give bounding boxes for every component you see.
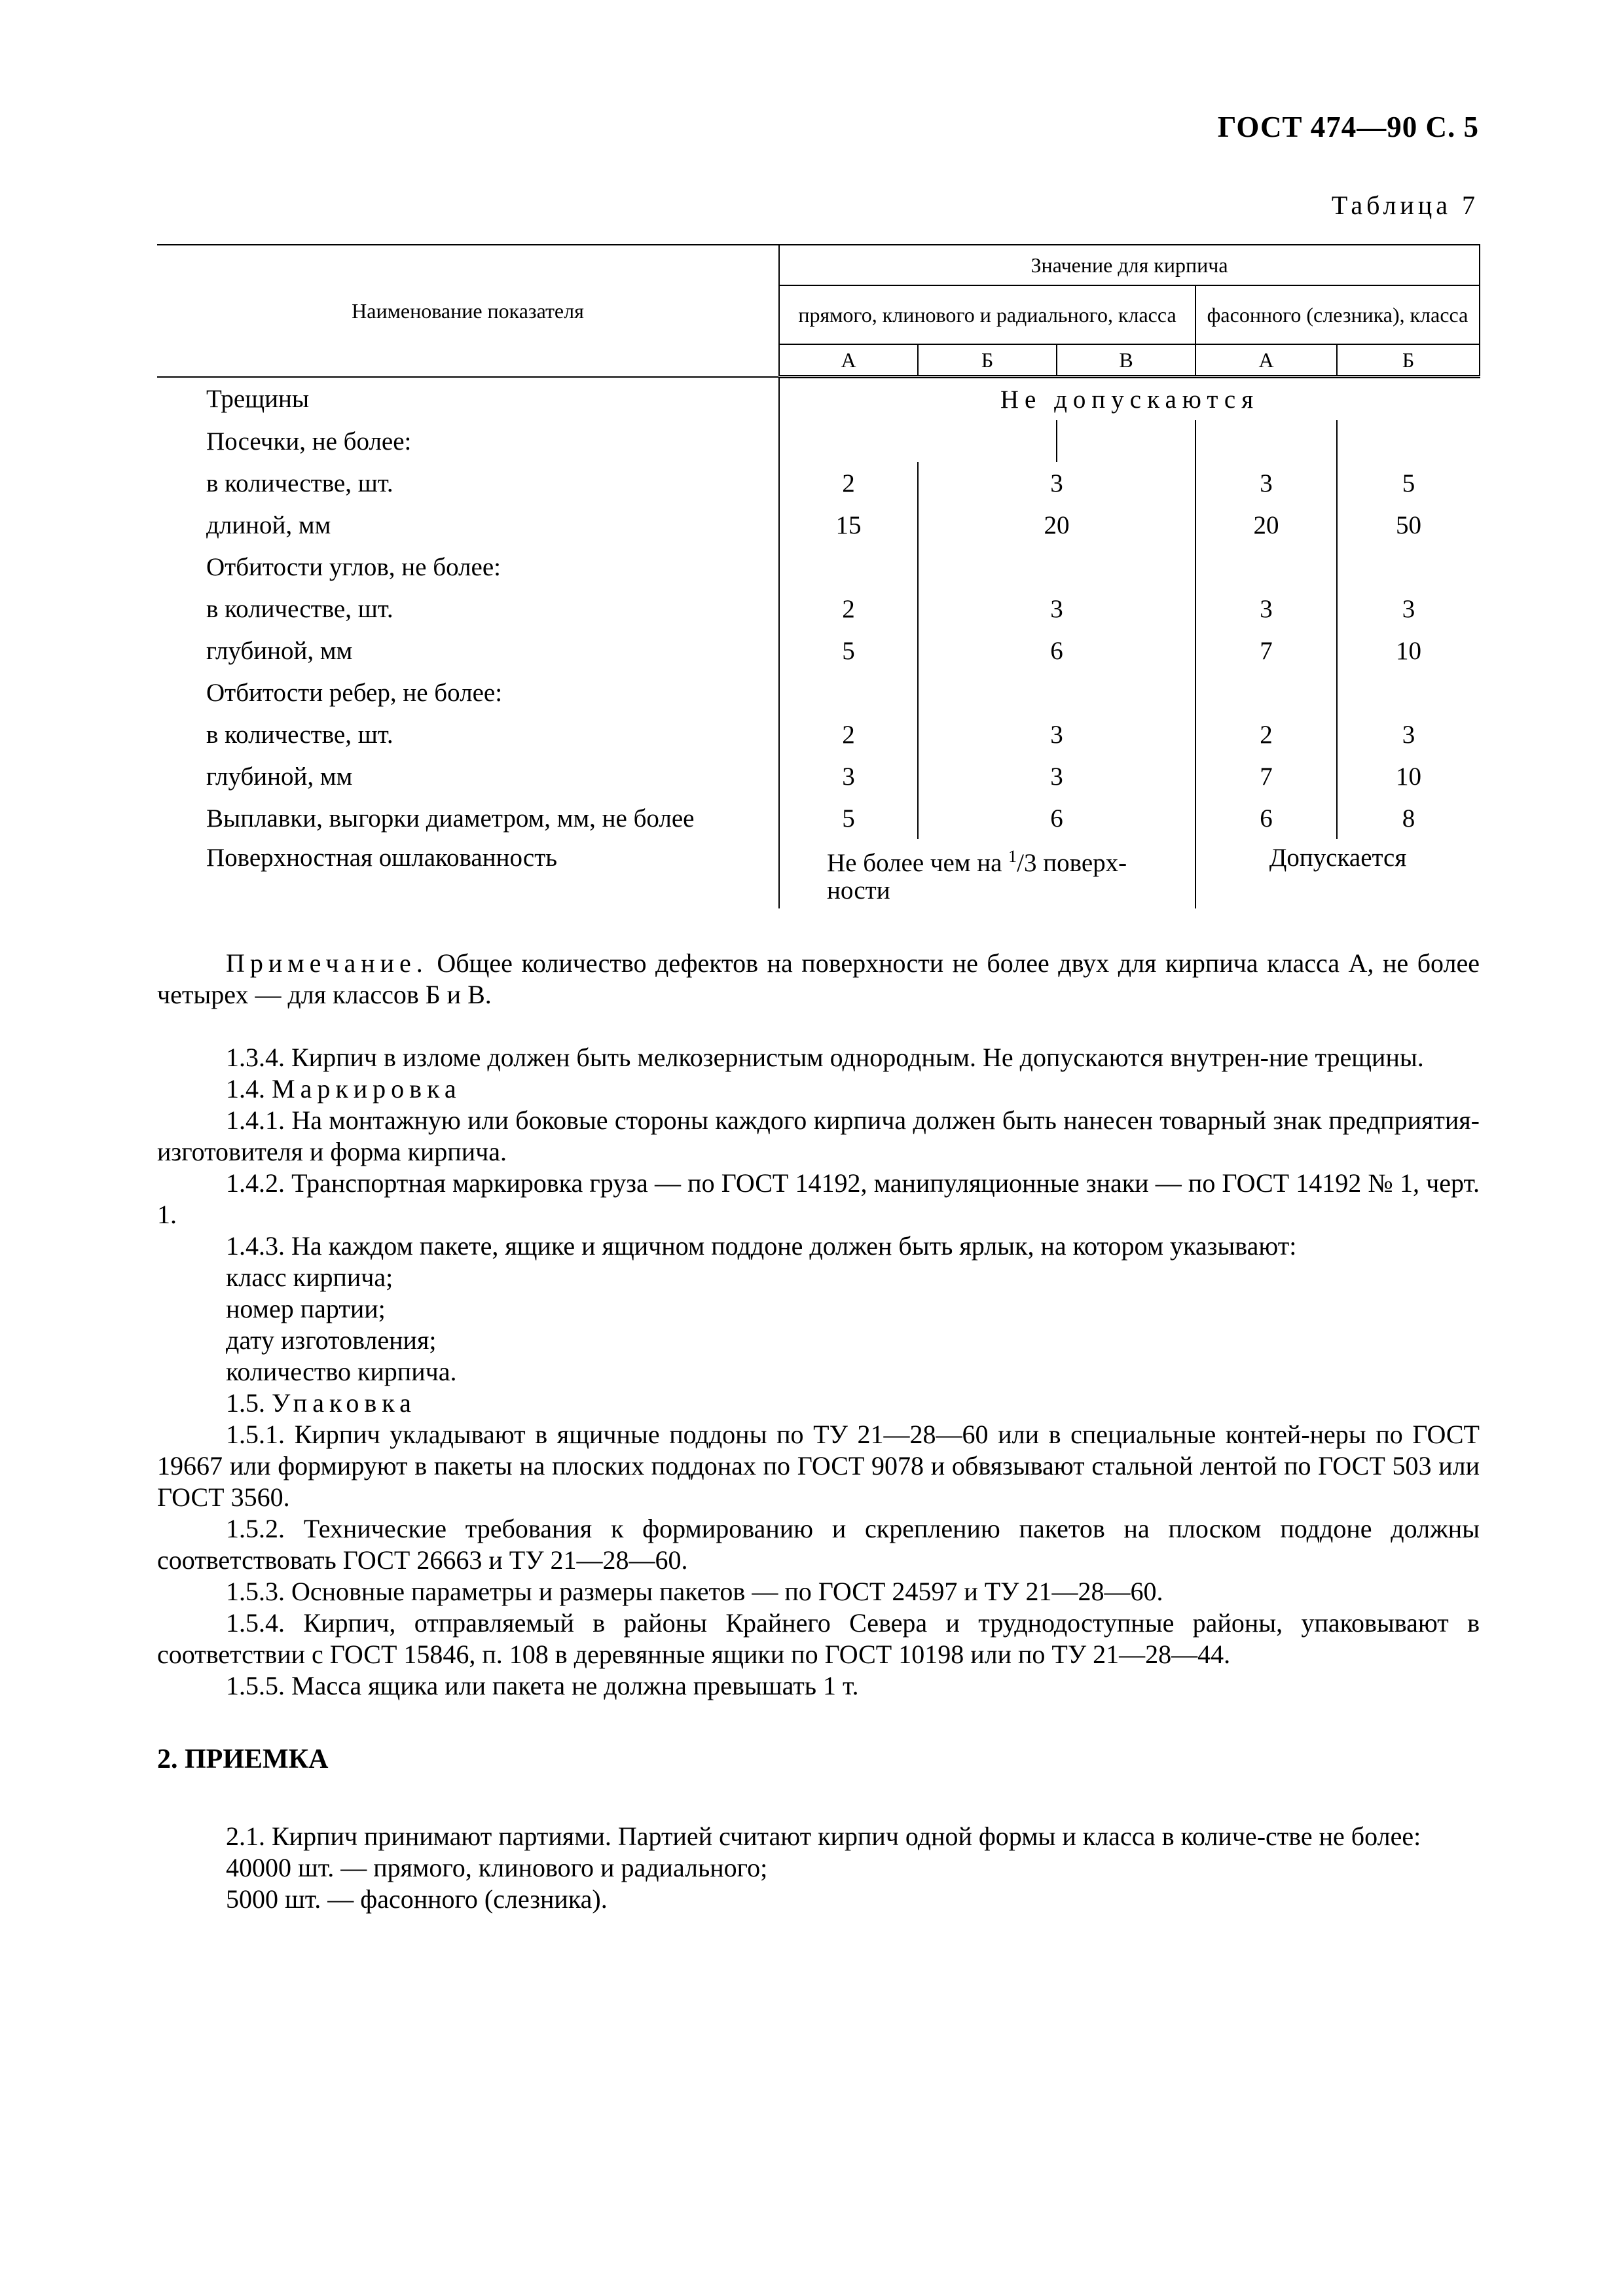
header-indicator: Наименование показателя <box>157 245 779 377</box>
row-label: Отбитости ребер, не более: <box>206 678 503 707</box>
cell: 7 <box>1195 755 1337 797</box>
table-row <box>157 839 1480 908</box>
cell-slag-limit <box>779 839 1195 908</box>
cell: 10 <box>1337 755 1480 797</box>
cell: 3 <box>779 755 918 797</box>
paragraph: 1.5.1. Кирпич укладывают в ящичные поддоны по ТУ 21—28—60 или в специальные контей-неры по ГОСТ 19667 или формируют в пакеты на плоских поддонах по ГОСТ 9078 и обвязывают стальной лентой по ГОСТ 503 или ГОСТ 3560. <box>157 1420 1480 1512</box>
row-label: длиной, мм <box>206 511 331 539</box>
table-row <box>157 672 1480 713</box>
paragraph: 1.4.1. На монтажную или боковые стороны каждого кирпича должен быть нанесен товарный знак предприятия-изготовителя и форма кирпича. <box>157 1105 1480 1166</box>
header-group-straight: прямого, клинового и радиального, класса <box>779 285 1195 344</box>
fraction-denominator: /3 <box>1017 849 1037 877</box>
row-label: в количестве, шт. <box>206 720 393 749</box>
cell: 7 <box>1195 630 1337 672</box>
row-label: в количестве, шт. <box>206 594 393 623</box>
subsection-title: Упаковка <box>272 1388 416 1418</box>
cell: 10 <box>1337 630 1480 672</box>
list-item: класс кирпича; <box>226 1263 393 1292</box>
header-value: Значение для кирпича <box>779 245 1480 285</box>
header-group-shaped: фасонного (слезника), класса <box>1195 285 1480 344</box>
table-row <box>157 377 1480 421</box>
cell: 6 <box>918 630 1195 672</box>
cell <box>779 420 1057 462</box>
cell <box>918 546 1195 588</box>
cell: 5 <box>1337 462 1480 504</box>
cell <box>1195 420 1337 462</box>
cell <box>1057 420 1195 462</box>
paragraph: 1.5.5. Масса ящика или пакета не должна превышать 1 т. <box>226 1671 859 1700</box>
fraction-numerator: 1 <box>1008 847 1017 866</box>
cell <box>779 546 918 588</box>
table-row <box>157 504 1480 546</box>
cell <box>779 672 918 713</box>
table-row <box>157 630 1480 672</box>
row-label: глубиной, мм <box>206 636 353 665</box>
header-class: Б <box>918 344 1057 377</box>
cell: 3 <box>918 462 1195 504</box>
table-row <box>157 420 1480 462</box>
slag-text-b: поверх-ности <box>827 849 1127 905</box>
cell: 50 <box>1337 504 1480 546</box>
list-item: номер партии; <box>226 1294 386 1323</box>
running-title: ГОСТ 474—90 С. 5 <box>1217 111 1479 143</box>
cell <box>1337 546 1480 588</box>
row-span-value: Не допускаются <box>779 377 1480 421</box>
cell-slag-allowed: Допускается <box>1195 839 1480 908</box>
cell: 3 <box>918 755 1195 797</box>
document-body <box>157 948 1480 1915</box>
table-7 <box>157 244 1480 908</box>
table-row <box>157 713 1480 755</box>
cell: 3 <box>1195 462 1337 504</box>
cell: 5 <box>779 797 918 839</box>
cell: 15 <box>779 504 918 546</box>
row-label: глубиной, мм <box>206 762 353 791</box>
cell: 2 <box>779 713 918 755</box>
cell <box>1195 546 1337 588</box>
paragraph: 1.5.3. Основные параметры и размеры пакетов — по ГОСТ 24597 и ТУ 21—28—60. <box>226 1577 1163 1606</box>
row-label: Трещины <box>206 384 310 413</box>
row-label: Выплавки, выгорки диаметром, мм, не более <box>206 804 695 833</box>
cell <box>1337 420 1480 462</box>
table-note <box>157 948 1480 1011</box>
paragraph: 1.3.4. Кирпич в изломе должен быть мелкозернистым однородным. Не допускаются внутрен-ние трещины. <box>226 1043 1424 1072</box>
subsection-number: 1.5. <box>226 1388 265 1418</box>
cell: 3 <box>1337 588 1480 630</box>
subsection-heading <box>157 1073 1480 1105</box>
table-row <box>157 588 1480 630</box>
section-title: 2. ПРИЕМКА <box>157 1744 329 1774</box>
paragraph: 1.5.2. Технические требования к формированию и скреплению пакетов на плоском поддоне должны соответствовать ГОСТ 26663 и ТУ 21—28—60. <box>157 1514 1480 1575</box>
cell <box>918 672 1195 713</box>
cell: 2 <box>779 588 918 630</box>
note-label: Примечание. <box>226 948 428 978</box>
table-row <box>157 797 1480 839</box>
table-row <box>157 462 1480 504</box>
cell: 5 <box>779 630 918 672</box>
header-class: В <box>1057 344 1195 377</box>
list-item: 40000 шт. — прямого, клинового и радиального; <box>226 1853 768 1882</box>
list-item: 5000 шт. — фасонного (слезника). <box>226 1884 608 1914</box>
paragraph: 1.5.4. Кирпич, отправляемый в районы Крайнего Севера и труднодоступные районы, упаковывают в соответствии с ГОСТ 15846, п. 108 в деревянные ящики по ГОСТ 10198 или по ТУ 21—28—44. <box>157 1608 1480 1669</box>
cell: 20 <box>1195 504 1337 546</box>
cell: 20 <box>918 504 1195 546</box>
cell: 3 <box>1337 713 1480 755</box>
row-label: Поверхностная ошлакованность <box>206 844 558 872</box>
list-item: количество кирпича. <box>226 1357 457 1386</box>
cell: 6 <box>918 797 1195 839</box>
header-class: А <box>779 344 918 377</box>
cell: 3 <box>918 713 1195 755</box>
table-row <box>157 755 1480 797</box>
cell <box>1337 672 1480 713</box>
paragraph: 1.4.3. На каждом пакете, ящике и ящичном поддоне должен быть ярлык, на котором указывают: <box>226 1231 1297 1261</box>
note-text: Общее количество дефектов на поверхности не более двух для кирпича класса А, не более четырех — для классов Б и В. <box>157 948 1480 1009</box>
cell: 6 <box>1195 797 1337 839</box>
header-class: Б <box>1337 344 1480 377</box>
cell: 3 <box>1195 588 1337 630</box>
paragraph: 1.4.2. Транспортная маркировка груза — по ГОСТ 14192, манипуляционные знаки — по ГОСТ 14192 № 1, черт. 1. <box>157 1168 1480 1229</box>
cell: 2 <box>1195 713 1337 755</box>
cell <box>1195 672 1337 713</box>
paragraph: 2.1. Кирпич принимают партиями. Партией считают кирпич одной формы и класса в количе-стве не более: <box>226 1821 1421 1851</box>
slag-text-a: Не более чем на <box>827 849 1009 877</box>
list-item: дату изготовления; <box>226 1325 437 1355</box>
cell: 2 <box>779 462 918 504</box>
table-caption: Таблица 7 <box>1331 190 1479 220</box>
row-label: Посечки, не более: <box>206 427 412 456</box>
header-class: А <box>1195 344 1337 377</box>
cell: 3 <box>918 588 1195 630</box>
row-label: в количестве, шт. <box>206 469 393 497</box>
table-row <box>157 546 1480 588</box>
subsection-title: Маркировка <box>272 1074 462 1103</box>
cell: 8 <box>1337 797 1480 839</box>
subsection-number: 1.4. <box>226 1074 265 1103</box>
subsection-heading <box>157 1388 1480 1419</box>
row-label: Отбитости углов, не более: <box>206 552 501 581</box>
